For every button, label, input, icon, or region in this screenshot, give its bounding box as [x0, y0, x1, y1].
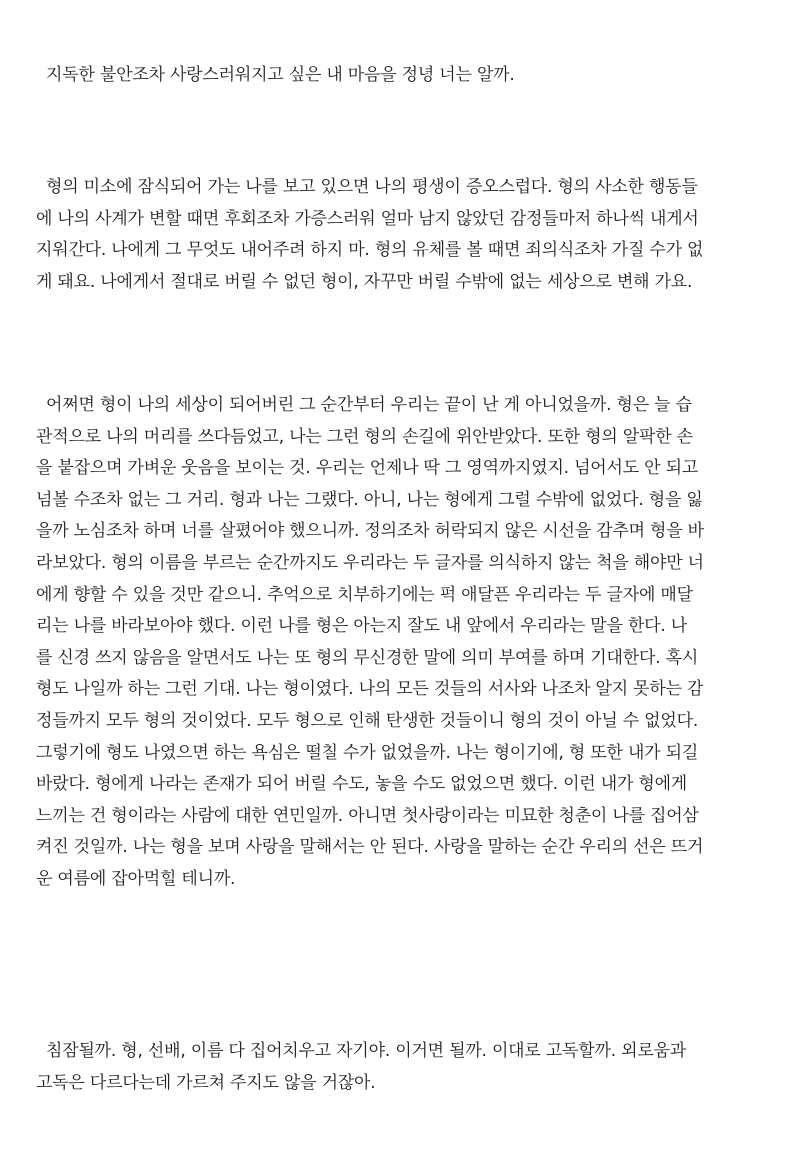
text-line: 리는 나를 바라보아야 했다. 이런 나를 형은 아는지 잘도 내 앞에서 우리라는 말을 한다. 나 [36, 616, 688, 637]
text-line: 을까 노심조차 하며 너를 살폈어야 했으니까. 정의조차 허락되지 않은 시선을 감추며 형을 바 [36, 521, 704, 542]
text-line: 침잠될까. 형, 선배, 이름 다 집어치우고 자기야. 이거면 될까. 이대로 고독할까. 외로움과 [46, 1041, 687, 1061]
text-line: 를 신경 쓰지 않음을 알면서도 나는 또 형의 무신경한 말에 의미 부여를 하며 기대한다. 혹시 [36, 647, 699, 668]
text-line: 어쩌면 형이 나의 세상이 되어버린 그 순간부터 우리는 끝이 난 게 아니었을까. 형은 늘 습 [46, 395, 692, 415]
paragraph-1 [36, 60, 515, 92]
text-line: 지독한 불안조차 사랑스러워지고 싶은 내 마음을 정녕 너는 알까. [46, 65, 515, 85]
text-line: 을 붙잡으며 가벼운 웃음을 보이는 것. 우리는 언제나 딱 그 영역까지였지. 넘어서도 안 되고 [36, 458, 699, 479]
paragraph-4 [36, 1036, 686, 1099]
text-line: 느끼는 건 형이라는 사람에 대한 연민일까. 아니면 첫사랑이라는 미묘한 청춘이 나를 집어삼 [36, 805, 699, 826]
text-line: 에 나의 사계가 변할 때면 후회조차 가증스러워 얼마 남지 않았던 감정들마저 하나씩 내게서 [36, 208, 699, 229]
text-line: 형의 미소에 잠식되어 가는 나를 보고 있으면 나의 평생이 증오스럽다. 형의 사소한 행동들 [46, 177, 698, 197]
text-line: 형도 나일까 하는 그런 기대. 나는 형이였다. 나의 모든 것들의 서사와 나조차 알지 못하는 감 [36, 679, 704, 700]
text-line: 그렇기에 형도 나였으면 하는 욕심은 떨칠 수가 없었을까. 나는 형이기에, 형 또한 내가 되길 [36, 742, 699, 763]
text-line: 넘볼 수조차 없는 그 거리. 형과 나는 그랬다. 아니, 나는 형에게 그럴 수밖에 없었다. 형을 잃 [36, 489, 703, 510]
text-line: 고독은 다르다는데 가르쳐 주지도 않을 거잖아. [36, 1072, 376, 1093]
text-line: 라보았다. 형의 이름을 부르는 순간까지도 우리라는 두 글자를 의식하지 않는 척을 해야만 너 [36, 552, 704, 573]
text-line: 게 돼요. 나에게서 절대로 버릴 수 없던 형이, 자꾸만 버릴 수밖에 없는 세상으로 변해 가요. [36, 271, 693, 292]
text-line: 운 여름에 잡아먹힐 테니까. [36, 868, 236, 889]
text-line: 바랐다. 형에게 나라는 존재가 되어 버릴 수도, 놓을 수도 없었으면 했다. 이런 내가 형에게 [36, 774, 688, 795]
text-line: 지워간다. 나에게 그 무엇도 내어주려 하지 마. 형의 유체를 볼 때면 죄의식조차 가질 수가 없 [36, 240, 704, 261]
text-line: 켜진 것일까. 나는 형을 보며 사랑을 말해서는 안 된다. 사랑을 말하는 순간 우리의 선은 뜨거 [36, 837, 704, 858]
paragraph-3 [36, 390, 704, 896]
text-line: 에게 향할 수 있을 것만 같으니. 추억으로 치부하기에는 퍽 애달픈 우리라는 두 글자에 매달 [36, 584, 693, 605]
text-line: 정들까지 모두 형의 것이었다. 모두 형으로 인해 탄생한 것들이니 형의 것이 아닐 수 없었다. [36, 710, 699, 731]
text-line: 관적으로 나의 머리를 쓰다듬었고, 나는 그런 형의 손길에 위안받았다. 또한 형의 알팍한 손 [36, 426, 693, 447]
paragraph-2 [36, 172, 703, 298]
